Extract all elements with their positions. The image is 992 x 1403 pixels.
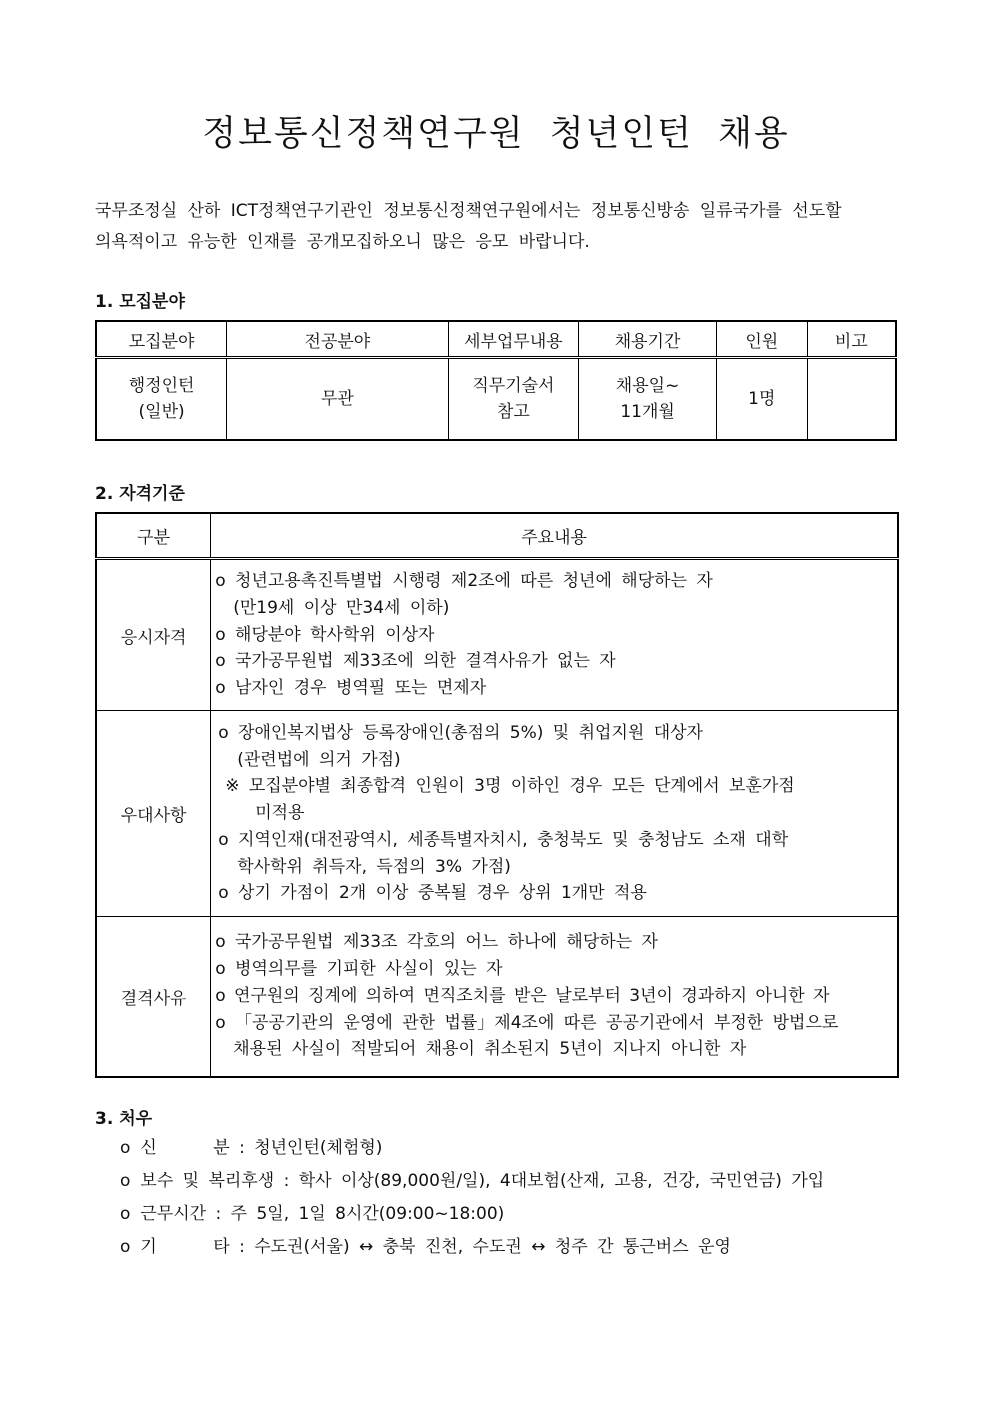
list-item: o 해당분야 학사학위 이상자 bbox=[215, 624, 435, 645]
count-cell: 1명 bbox=[716, 358, 807, 441]
intro-line: 국무조정실 산하 ICT정책연구기관인 정보통신정책연구원에서는 정보통신방송 일류국가를 선도할 bbox=[95, 201, 842, 221]
table-header-row bbox=[96, 321, 896, 358]
benefit-other: 기 타 : 수도권(서울) ↔ 충북 진천, 수도권 ↔ 청주 간 통근버스 운영 bbox=[140, 1237, 731, 1257]
list-item bbox=[120, 1202, 824, 1235]
duty-line: 참고 bbox=[496, 402, 530, 422]
table-header-row bbox=[96, 513, 898, 559]
list-item: o 청년고용촉진특별법 시행령 제2조에 따른 청년에 해당하는 자 bbox=[215, 571, 713, 592]
list-item: o 국가공무원법 제33조 각호의 어느 하나에 해당하는 자 bbox=[215, 932, 658, 953]
table-row bbox=[96, 559, 898, 711]
bullet-marker: o bbox=[120, 1204, 131, 1224]
period-cell bbox=[579, 358, 717, 441]
table-row bbox=[96, 711, 898, 917]
page-title: 정보통신정책연구원 청년인턴 채용 bbox=[202, 114, 790, 154]
list-item bbox=[120, 1235, 824, 1268]
list-item: 학사학위 취득자, 득점의 3% 가점) bbox=[237, 856, 511, 877]
field-cell bbox=[96, 358, 227, 441]
row-label-disqualification: 결격사유 bbox=[96, 917, 211, 1077]
period-line: 11개월 bbox=[620, 402, 675, 422]
bullet-marker: o bbox=[120, 1237, 131, 1257]
list-item: o 장애인복지법상 등록장애인(총점의 5%) 및 취업지원 대상자 bbox=[218, 723, 703, 744]
table-row bbox=[96, 358, 896, 441]
duty-line: 직무기술서 bbox=[472, 376, 555, 396]
column-header: 채용기간 bbox=[579, 321, 717, 358]
list-item: 미적용 bbox=[255, 803, 305, 824]
period-line: 채용일~ bbox=[615, 376, 680, 396]
list-item: o 남자인 경우 병역필 또는 면제자 bbox=[215, 678, 487, 699]
benefit-status: 신 분 : 청년인턴(체험형) bbox=[140, 1138, 383, 1158]
preference-content bbox=[211, 711, 898, 917]
list-item: (관련법에 의거 가점) bbox=[237, 749, 401, 770]
column-header: 모집분야 bbox=[96, 321, 227, 358]
list-item: o 연구원의 징계에 의하여 면직조치를 받은 날로부터 3년이 경과하지 아니한 자 bbox=[215, 985, 830, 1006]
field-line: 행정인턴 bbox=[128, 376, 195, 396]
column-header: 구분 bbox=[96, 513, 211, 559]
note-cell bbox=[807, 358, 896, 441]
intro-line: 의욕적이고 유능한 인재를 공개모집하오니 많은 응모 바랍니다. bbox=[95, 232, 590, 252]
disqualification-content bbox=[211, 917, 898, 1077]
benefits-list bbox=[120, 1136, 824, 1268]
list-item bbox=[120, 1169, 824, 1202]
list-item: o 지역인재(대전광역시, 세종특별자치시, 충청북도 및 충청남도 소재 대학 bbox=[218, 829, 789, 850]
list-item: o 병역의무를 기피한 사실이 있는 자 bbox=[215, 959, 503, 980]
duty-cell bbox=[448, 358, 579, 441]
column-header: 주요내용 bbox=[211, 513, 898, 559]
recruit-table bbox=[95, 320, 897, 441]
benefit-pay: 보수 및 복리후생 : 학사 이상(89,000원/일), 4대보험(산재, 고용, 건강, 국민연금) 가입 bbox=[140, 1171, 825, 1191]
eligibility-content bbox=[211, 559, 898, 711]
list-item: (만19세 이상 만34세 이하) bbox=[233, 597, 450, 618]
benefit-hours: 근무시간 : 주 5일, 1일 8시간(09:00~18:00) bbox=[140, 1204, 505, 1224]
intro-paragraph bbox=[95, 196, 905, 258]
list-item: o 「공공기관의 운영에 관한 법률」제4조에 따른 공공기관에서 부정한 방법으로 bbox=[215, 1012, 839, 1033]
bullet-marker: o bbox=[120, 1138, 131, 1158]
section-title-benefits: 3. 처우 bbox=[95, 1109, 153, 1129]
list-item: o 국가공무원법 제33조에 의한 결격사유가 없는 자 bbox=[215, 651, 616, 672]
column-header: 세부업무내용 bbox=[448, 321, 579, 358]
bullet-marker: o bbox=[120, 1171, 131, 1191]
column-header: 인원 bbox=[716, 321, 807, 358]
section-title-recruit-field: 1. 모집분야 bbox=[95, 292, 185, 312]
list-item bbox=[120, 1136, 824, 1169]
major-cell: 무관 bbox=[227, 358, 448, 441]
column-header: 비고 bbox=[807, 321, 896, 358]
list-item: ※ 모집분야별 최종합격 인원이 3명 이하인 경우 모든 단계에서 보훈가점 bbox=[225, 776, 795, 797]
list-item: o 상기 가점이 2개 이상 중복될 경우 상위 1개만 적용 bbox=[218, 883, 647, 904]
section-title-qualification: 2. 자격기준 bbox=[95, 484, 185, 504]
table-row bbox=[96, 917, 898, 1077]
qualification-table bbox=[95, 512, 899, 1078]
row-label-eligibility: 응시자격 bbox=[96, 559, 211, 711]
field-line: (일반) bbox=[138, 402, 185, 422]
list-item: 채용된 사실이 적발되어 채용이 취소된지 5년이 지나지 아니한 자 bbox=[233, 1039, 747, 1060]
row-label-preference: 우대사항 bbox=[96, 711, 211, 917]
column-header: 전공분야 bbox=[227, 321, 448, 358]
